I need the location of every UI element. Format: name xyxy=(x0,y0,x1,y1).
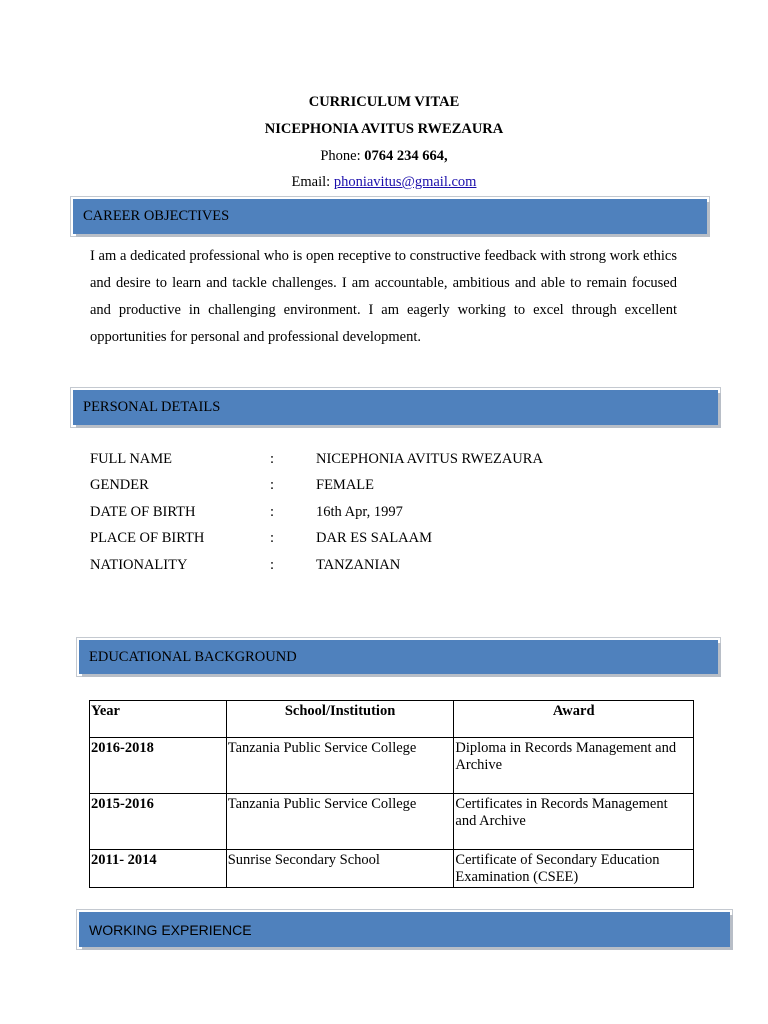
cell-year: 2011- 2014 xyxy=(90,850,227,888)
cell-school: Tanzania Public Service College xyxy=(226,738,454,794)
document-title: CURRICULUM VITAE xyxy=(308,94,460,110)
email-label: Email: xyxy=(291,174,331,190)
table-header-row xyxy=(90,701,694,738)
table-row xyxy=(90,794,694,850)
cell-award: Certificates in Records Management and Archive xyxy=(454,794,694,850)
email-line xyxy=(0,174,768,191)
detail-value: FEMALE xyxy=(316,477,374,494)
personal-details-list xyxy=(90,446,543,579)
detail-row xyxy=(90,499,543,526)
education-table xyxy=(89,700,694,888)
cell-school: Sunrise Secondary School xyxy=(226,850,454,888)
column-header-school: School/Institution xyxy=(226,701,454,738)
email-link[interactable]: phoniavitus@gmail.com xyxy=(333,174,477,190)
detail-label: FULL NAME xyxy=(90,450,173,467)
detail-separator: : xyxy=(270,530,275,547)
section-header-career-objectives: CAREER OBJECTIVES xyxy=(73,199,707,234)
detail-separator: : xyxy=(270,477,275,494)
detail-separator: : xyxy=(270,556,275,573)
section-header-educational-background: EDUCATIONAL BACKGROUND xyxy=(79,640,718,674)
detail-row xyxy=(90,446,543,473)
detail-value: NICEPHONIA AVITUS RWEZAURA xyxy=(316,450,543,467)
cell-award: Diploma in Records Management and Archive xyxy=(454,738,694,794)
candidate-name: NICEPHONIA AVITUS RWEZAURA xyxy=(264,121,504,137)
cell-school: Tanzania Public Service College xyxy=(226,794,454,850)
detail-separator: : xyxy=(270,503,275,520)
detail-label: DATE OF BIRTH xyxy=(90,503,196,520)
detail-row xyxy=(90,473,543,500)
column-header-award: Award xyxy=(454,701,694,738)
detail-label: NATIONALITY xyxy=(90,556,188,573)
detail-value: TANZANIAN xyxy=(316,556,401,573)
phone-label: Phone: xyxy=(320,148,361,164)
detail-value: 16th Apr, 1997 xyxy=(316,503,403,520)
table-row xyxy=(90,850,694,888)
column-header-year: Year xyxy=(90,701,227,738)
section-header-working-experience: WORKING EXPERIENCE xyxy=(79,912,730,947)
career-objectives-paragraph: I am a dedicated professional who is open receptive to constructive feedback with strong work ethics and desire to learn and tackle challenges. I am accountable, ambitious and able to remain focused and productive in challenging environment. I am eagerly working to excel through excellent opportunities for personal and professional development. xyxy=(90,248,677,345)
cell-award: Certificate of Secondary Education Examination (CSEE) xyxy=(454,850,694,888)
detail-row xyxy=(90,526,543,553)
detail-separator: : xyxy=(270,450,275,467)
detail-label: PLACE OF BIRTH xyxy=(90,530,205,547)
detail-label: GENDER xyxy=(90,477,149,494)
section-header-personal-details: PERSONAL DETAILS xyxy=(73,390,718,425)
detail-row xyxy=(90,552,543,579)
cell-year: 2016-2018 xyxy=(90,738,227,794)
cell-year: 2015-2016 xyxy=(90,794,227,850)
detail-value: DAR ES SALAAM xyxy=(316,530,433,547)
phone-line xyxy=(0,148,768,165)
phone-value: 0764 234 664, xyxy=(364,148,448,164)
table-row xyxy=(90,738,694,794)
